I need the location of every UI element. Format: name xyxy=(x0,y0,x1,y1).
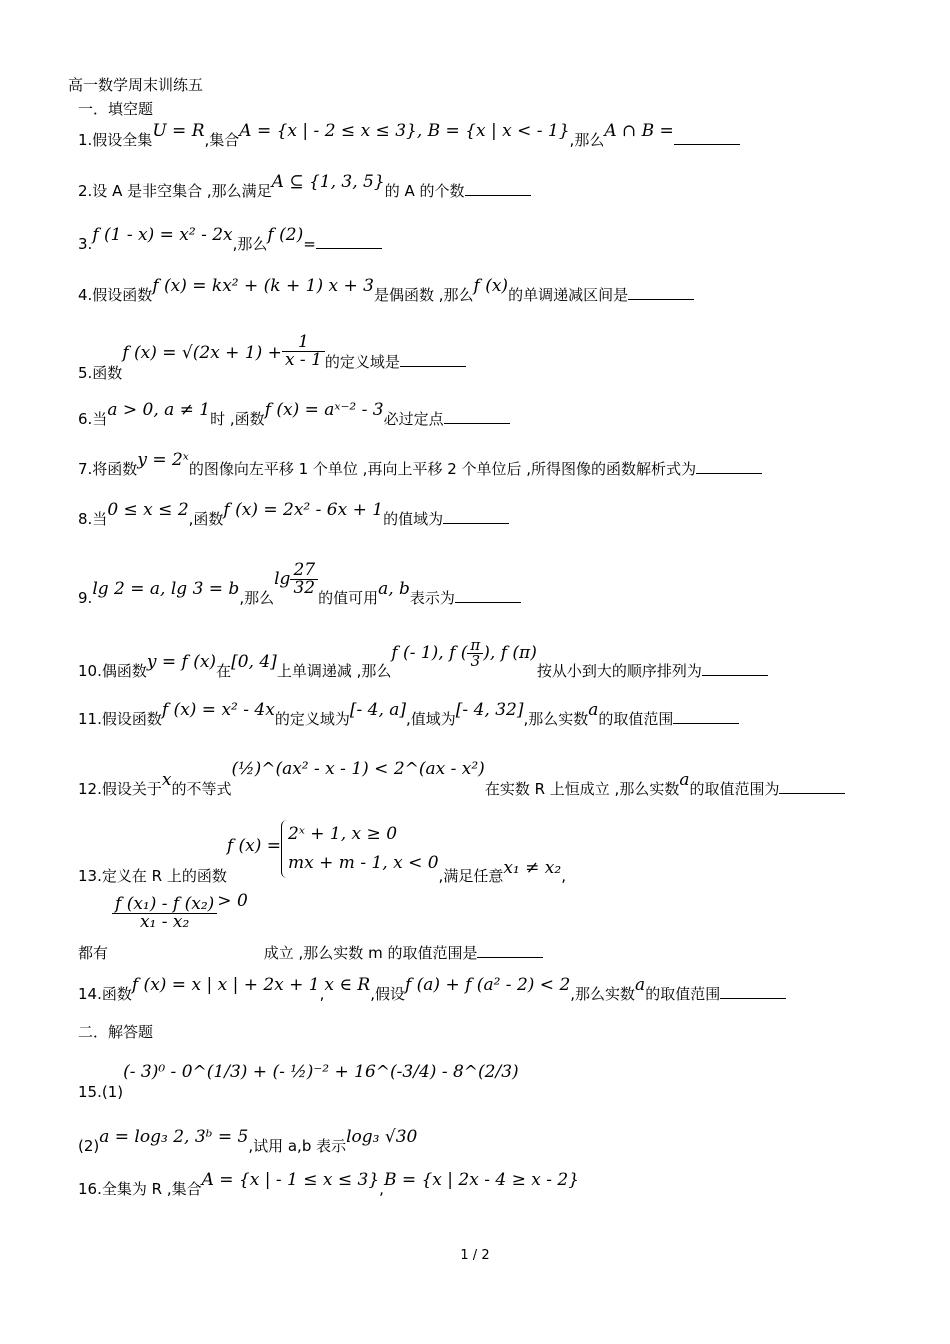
q8-math-2: f (x) = 2x² - 6x + 1 xyxy=(223,500,384,520)
question-10 xyxy=(78,630,768,680)
q10-math-4: ), f (π) xyxy=(483,643,537,663)
question-13 xyxy=(78,820,566,886)
question-14 xyxy=(78,975,786,1003)
q2-text-b: 的 A 的个数 xyxy=(384,182,465,200)
q7-text-b: 的图像向左平移 1 个单位 ,再向上平移 2 个单位后 ,所得图像的函数解析式为 xyxy=(188,460,697,478)
q15-text-a: 15.(1) xyxy=(78,1083,124,1101)
answer-blank xyxy=(443,521,509,524)
q16-math-2: B = {x | 2x - 4 ≥ x - 2} xyxy=(383,1170,580,1190)
q12-text-c: 在实数 R 上恒成立 ,那么实数 xyxy=(484,780,680,798)
question-2 xyxy=(78,172,531,200)
q1-math-3: A ∩ B = xyxy=(604,121,674,141)
q7-math-1: y = 2ˣ xyxy=(137,450,189,470)
q10-text-c: 上单调递减 ,那么 xyxy=(276,662,392,680)
q14-text-d: ,那么实数 xyxy=(570,985,636,1003)
q3-text-a: 3. xyxy=(78,235,93,253)
q6-text-a: 6.当 xyxy=(78,410,108,428)
page-title: 高一数学周末训练五 xyxy=(68,76,204,94)
answer-blank xyxy=(628,297,694,300)
q11-text-d: ,那么实数 xyxy=(523,710,589,728)
q12-text-b: 的不等式 xyxy=(171,780,232,798)
q16-math-1: A = {x | - 1 ≤ x ≤ 3} xyxy=(201,1170,380,1190)
q14-math-2: x ∈ R xyxy=(324,975,371,995)
q9-text-b: ,那么 xyxy=(239,589,275,607)
q10-frac-den: 3 xyxy=(467,653,483,669)
q14-text-a: 14.函数 xyxy=(78,985,132,1003)
q9-text-d: 表示为 xyxy=(409,589,455,607)
q10-math-1: y = f (x) xyxy=(146,652,217,672)
question-15-part-2 xyxy=(78,1127,418,1155)
q4-text-c: 的单调递减区间是 xyxy=(508,286,629,304)
q1-text-a: 1.假设全集 xyxy=(78,131,153,149)
q13-math-2: x₁ ≠ x₂ xyxy=(503,858,562,879)
q2-text-a: 2.设 A 是非空集合 ,那么满足 xyxy=(78,182,272,200)
question-4 xyxy=(78,276,694,304)
q12-text-a: 12.假设关于 xyxy=(78,780,162,798)
page-number: 1 / 2 xyxy=(460,1248,490,1263)
q5-frac-num: 1 xyxy=(298,332,309,352)
q12-math-3: a xyxy=(679,770,690,790)
q5-text-b: 的定义域是 xyxy=(324,353,400,371)
q1-math-2: A = {x | - 2 ≤ x ≤ 3}, B = {x | x < - 1} xyxy=(239,121,570,141)
q8-text-a: 8.当 xyxy=(78,510,108,528)
answer-blank xyxy=(720,996,786,999)
q3-text-b: ,那么 xyxy=(232,235,268,253)
q9-math-1: lg 2 = a, lg 3 = b xyxy=(92,579,240,599)
answer-blank xyxy=(673,721,739,724)
q13-text-c: , xyxy=(561,867,566,886)
answer-blank xyxy=(702,673,768,676)
q10-math-2: [0, 4] xyxy=(231,652,277,672)
q14-math-4: a xyxy=(635,975,646,995)
question-8 xyxy=(78,500,509,528)
answer-blank xyxy=(696,471,762,474)
q11-math-1: f (x) = x² - 4x xyxy=(161,700,275,720)
q9-math-2: lg xyxy=(274,569,291,589)
q1-math-1: U = R xyxy=(152,121,205,141)
q13-frac-num: f (x₁) - f (x₂) xyxy=(115,894,215,914)
q13-case-2: mx + m - 1, x < 0 xyxy=(288,852,439,873)
q11-math-2: [- 4, a] xyxy=(349,700,407,720)
q13-frac-den: x₁ - x₂ xyxy=(112,913,217,931)
q11-math-3: [- 4, 32] xyxy=(455,700,524,720)
q4-text-a: 4.假设函数 xyxy=(78,286,153,304)
q14-math-1: f (x) = x | x | + 2x + 1 xyxy=(131,975,320,995)
q6-math-2: f (x) = aˣ⁻² - 3 xyxy=(264,400,384,420)
q11-math-4: a xyxy=(588,700,599,720)
q2-math-1: A ⊆ {1, 3, 5} xyxy=(271,172,385,192)
section-heading-fill-in: 一．填空题 xyxy=(78,100,154,118)
answer-blank xyxy=(444,421,510,424)
q16-text-a: 16.全集为 R ,集合 xyxy=(78,1180,202,1198)
q9-text-c: 的值可用 xyxy=(318,589,379,607)
q9-frac-num: 27 xyxy=(293,560,316,580)
q13-text-e: 成立 ,那么实数 m 的取值范围是 xyxy=(263,944,478,962)
q11-text-b: 的定义域为 xyxy=(274,710,350,728)
q8-text-b: ,函数 xyxy=(188,510,224,528)
q5-fraction xyxy=(282,334,325,369)
q9-frac-den: 32 xyxy=(290,579,318,597)
q9-fraction xyxy=(290,562,318,597)
q6-text-c: 必过定点 xyxy=(383,410,444,428)
q6-math-1: a > 0, a ≠ 1 xyxy=(107,400,211,420)
question-6 xyxy=(78,400,510,428)
q11-text-a: 11.假设函数 xyxy=(78,710,162,728)
q14-math-3: f (a) + f (a² - 2) < 2 xyxy=(404,975,571,995)
q13-case-1: 2ˣ + 1, x ≥ 0 xyxy=(288,824,398,844)
q13-text-d: 都有 xyxy=(78,944,109,962)
q9-text-a: 9. xyxy=(78,589,93,607)
question-5 xyxy=(78,324,466,382)
q4-math-1: f (x) = kx² + (k + 1) x + 3 xyxy=(152,276,374,296)
q7-text-a: 7.将函数 xyxy=(78,460,138,478)
q9-math-3: a, b xyxy=(378,579,410,599)
q8-math-1: 0 ≤ x ≤ 2 xyxy=(107,500,189,520)
q1-text-c: ,那么 xyxy=(569,131,605,149)
question-9 xyxy=(78,548,521,607)
q13-math-1: f (x) = xyxy=(226,836,282,857)
q3-math-2: f (2) xyxy=(267,225,304,245)
q15-math-2: a = log₃ 2, 3ᵇ = 5 xyxy=(99,1127,249,1147)
q10-fraction xyxy=(467,638,483,669)
q8-text-c: 的值域为 xyxy=(383,510,444,528)
q4-math-2: f (x) xyxy=(473,276,509,296)
q14-text-c: ,假设 xyxy=(370,985,405,1003)
answer-blank xyxy=(674,142,740,145)
q13-text-a: 13.定义在 R 上的函数 xyxy=(78,867,227,886)
q14-text-b: , xyxy=(319,985,325,1003)
answer-blank xyxy=(455,600,521,603)
q13-piecewise xyxy=(281,820,439,878)
q12-math-1: x xyxy=(161,770,172,790)
q3-math-1: f (1 - x) = x² - 2x xyxy=(92,225,233,245)
question-12 xyxy=(78,759,845,798)
q15-math-1: (- 3)⁰ - 0^(1/3) + (- ½)⁻² + 16^(-3/4) - 8^(2/3) xyxy=(123,1062,519,1082)
q1-text-b: ,集合 xyxy=(204,131,240,149)
q13-math-3: > 0 xyxy=(217,891,248,911)
q11-text-c: ,值域为 xyxy=(406,710,456,728)
q11-text-e: 的取值范围 xyxy=(598,710,674,728)
q10-frac-num: π xyxy=(470,636,481,654)
q10-text-d: 按从小到大的顺序排列为 xyxy=(536,662,702,680)
q4-text-b: 是偶函数 ,那么 xyxy=(373,286,474,304)
answer-blank xyxy=(465,193,531,196)
q3-text-c: = xyxy=(303,235,316,253)
q16-text-b: , xyxy=(379,1180,384,1198)
answer-blank xyxy=(316,246,382,249)
q10-text-a: 10.偶函数 xyxy=(78,662,147,680)
question-13-cont xyxy=(78,891,543,962)
question-15-part-1 xyxy=(78,1060,519,1101)
q5-text-a: 5.函数 xyxy=(78,364,123,382)
q5-frac-den: x - 1 xyxy=(282,351,325,369)
q13-fraction xyxy=(112,896,217,931)
answer-blank xyxy=(477,955,543,958)
answer-blank xyxy=(779,791,845,794)
q10-math-3: f (- 1), f ( xyxy=(391,643,468,663)
q12-math-2: (½)^(ax² - x - 1) < 2^(ax - x²) xyxy=(231,759,485,779)
q10-text-b: 在 xyxy=(216,662,232,680)
question-3 xyxy=(78,225,382,253)
answer-blank xyxy=(400,364,466,367)
q15-text-c: ,试用 a,b 表示 xyxy=(248,1137,347,1155)
q6-text-b: 时 ,函数 xyxy=(210,410,265,428)
question-1 xyxy=(78,121,740,149)
q12-text-d: 的取值范围为 xyxy=(689,780,780,798)
q15-math-3: log₃ √30 xyxy=(346,1127,418,1147)
q15-text-b: (2) xyxy=(78,1137,100,1155)
question-16 xyxy=(78,1170,580,1198)
section-heading-solutions: 二．解答题 xyxy=(78,1023,154,1041)
question-7 xyxy=(78,450,762,478)
q13-text-b: ,满足任意 xyxy=(438,867,504,886)
question-11 xyxy=(78,700,739,728)
q5-math-1: f (x) = √(2x + 1) + xyxy=(122,343,282,363)
q14-text-e: 的取值范围 xyxy=(645,985,721,1003)
